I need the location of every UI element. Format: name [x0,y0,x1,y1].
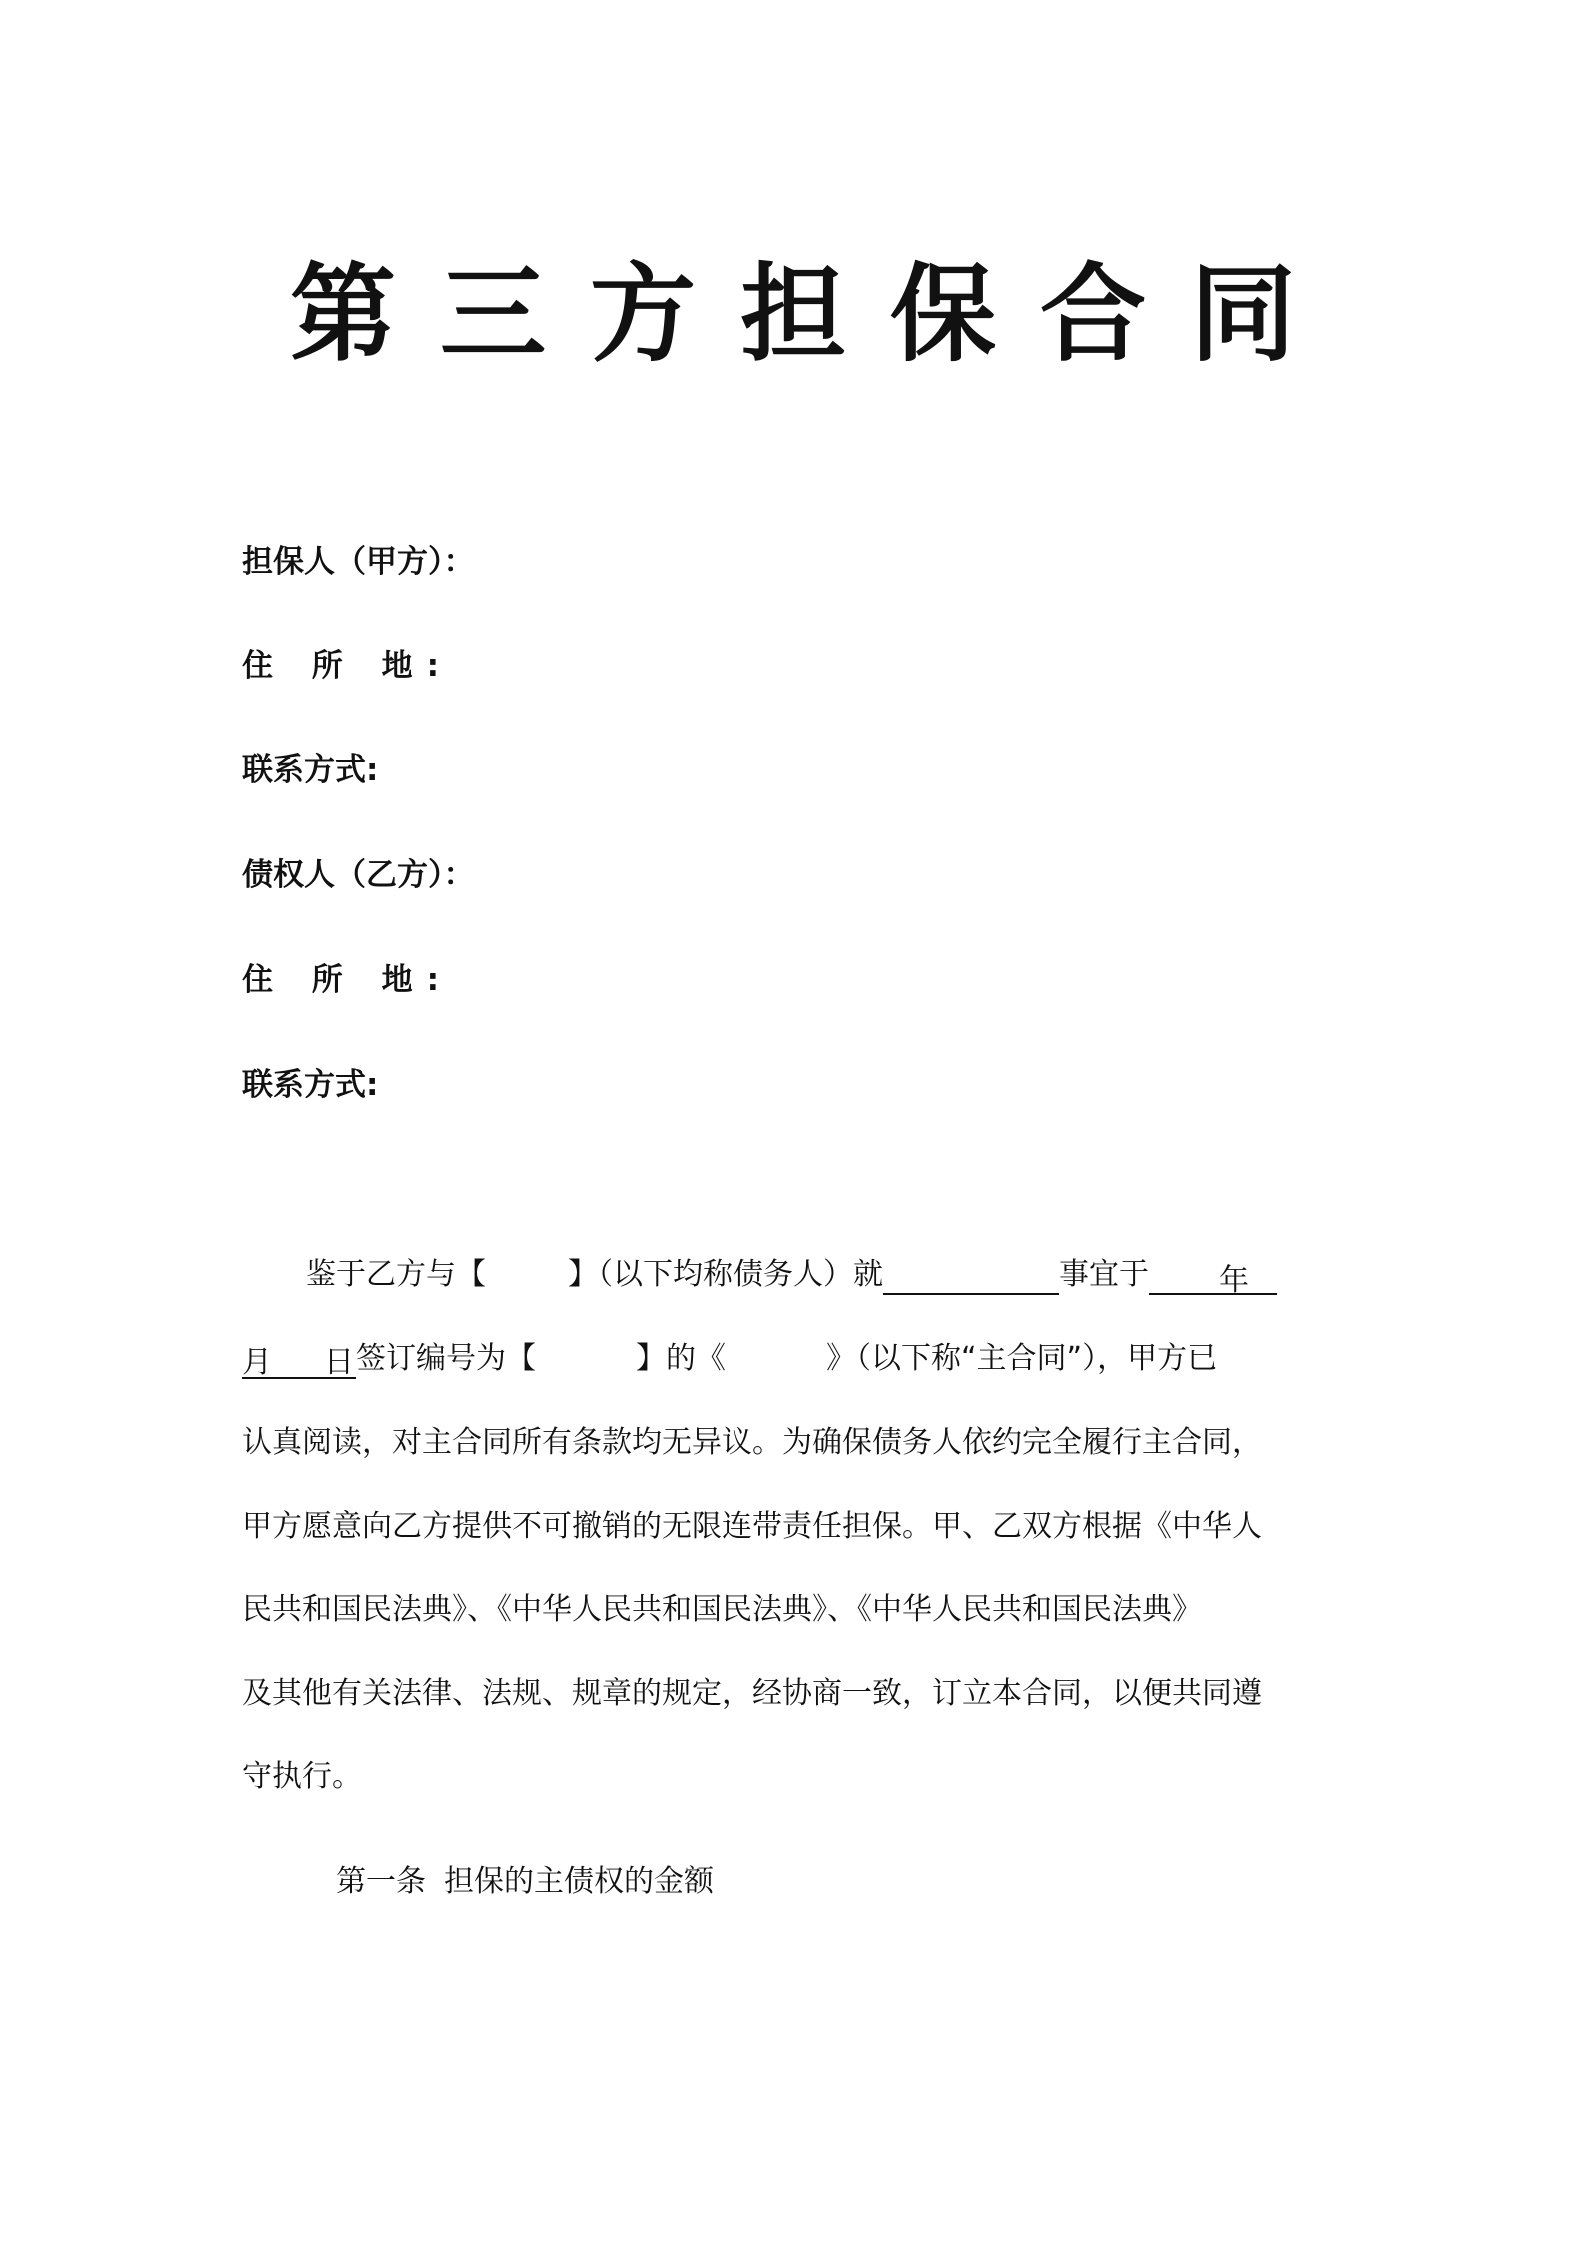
blank-line [883,1259,1059,1295]
day-label: 日 [324,1345,354,1380]
creditor-contact-label: 联系方式: [242,1067,379,1103]
article-title: 担保的主债权的金额 [444,1864,714,1899]
article-1-heading [336,1862,714,1902]
preamble-line-4: 甲方愿意向乙方提供不可撤销的无限连带责任担保。甲、乙双方根据《中华人 [242,1509,1262,1544]
creditor-address-label: 住 所 地: [242,962,453,998]
guarantor-address-label: 住 所 地: [242,648,453,684]
guarantor-contact-label: 联系方式: [242,752,379,788]
article-number: 第一条 [336,1864,426,1899]
year-blank [1149,1261,1277,1298]
guarantor-label: 担保人（甲方）： [242,544,475,580]
preamble-line-7: 守执行。 [242,1759,362,1794]
document-title: 第三方担保合同 [290,253,1340,376]
creditor-label: 债权人（乙方）： [242,857,475,893]
preamble-text: 》（以下称“主合同”），甲方已 [826,1341,1218,1376]
preamble-line-6: 及其他有关法律、法规、规章的规定，经协商一致，订立本合同，以便共同遵 [242,1676,1262,1711]
preamble-text: 鉴于乙方与【 [306,1257,486,1292]
month-day-blank [242,1343,356,1379]
preamble-text: 】（以下均称债务人）就 [568,1257,883,1292]
year-label: 年 [1219,1263,1249,1298]
preamble-line-3: 认真阅读，对主合同所有条款均无异议。为确保债务人依约完全履行主合同， [242,1425,1262,1460]
preamble-text: 事宜于 [1059,1257,1149,1292]
preamble-line-2 [242,1339,1362,1379]
preamble-line-5: 民共和国民法典》、《中华人民共和国民法典》、《中华人民共和国民法典》 [242,1592,1202,1627]
month-label: 月 [242,1345,272,1380]
preamble-text: 】的《 [636,1341,726,1376]
preamble-line-1 [242,1255,1362,1298]
preamble-text: 签订编号为【 [356,1341,536,1376]
